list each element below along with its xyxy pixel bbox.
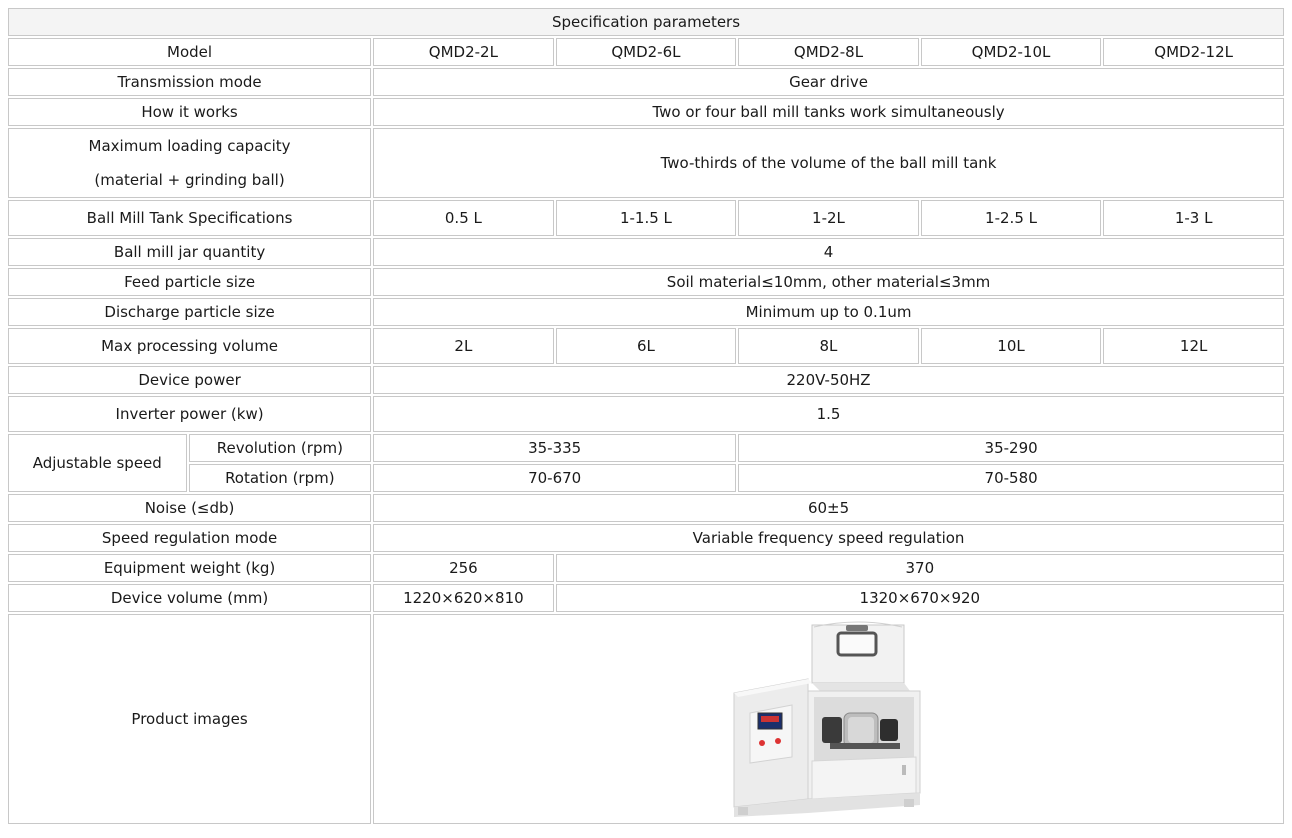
row-label-noise: Noise (≤db) [8,494,371,522]
weight-row [8,554,1284,582]
noise-row [8,494,1284,522]
row-label-jar-qty: Ball mill jar quantity [8,238,371,266]
feed-size-value: Soil material≤10mm, other material≤3mm [373,268,1284,296]
product-image-cell [373,614,1284,824]
row-label-adjustable-speed: Adjustable speed [8,434,187,492]
row-label-discharge-size: Discharge particle size [8,298,371,326]
max-volume-cell: 12L [1103,328,1284,364]
weight-value: 370 [556,554,1284,582]
model-cell: QMD2-8L [738,38,919,66]
model-cell: QMD2-2L [373,38,554,66]
weight-value: 256 [373,554,554,582]
row-label-weight: Equipment weight (kg) [8,554,371,582]
table-title: Specification parameters [8,8,1284,36]
max-volume-cell: 10L [921,328,1102,364]
how-it-works-value: Two or four ball mill tanks work simultaneously [373,98,1284,126]
row-label-revolution: Revolution (rpm) [189,434,372,462]
speed-mode-value: Variable frequency speed regulation [373,524,1284,552]
max-volume-cell: 6L [556,328,737,364]
transmission-value: Gear drive [373,68,1284,96]
device-power-row [8,366,1284,394]
rotation-value: 70-580 [738,464,1284,492]
row-label-inverter-power: Inverter power (kw) [8,396,371,432]
max-volume-cell: 8L [738,328,919,364]
feed-size-row [8,268,1284,296]
row-label-tank-spec: Ball Mill Tank Specifications [8,200,371,236]
product-images-row [8,614,1284,824]
row-label-max-loading [8,128,371,198]
row-label-device-volume: Device volume (mm) [8,584,371,612]
transmission-row [8,68,1284,96]
jar-qty-value: 4 [373,238,1284,266]
model-row [8,38,1284,66]
tank-spec-cell: 1-3 L [1103,200,1284,236]
discharge-size-value: Minimum up to 0.1um [373,298,1284,326]
row-label-rotation: Rotation (rpm) [189,464,372,492]
inverter-power-row [8,396,1284,432]
row-label-feed-size: Feed particle size [8,268,371,296]
row-label-how-it-works: How it works [8,98,371,126]
tank-spec-cell: 1-2L [738,200,919,236]
title-row [8,8,1284,36]
row-label-product-images: Product images [8,614,371,824]
revolution-value: 35-290 [738,434,1284,462]
discharge-size-row [8,298,1284,326]
speed-mode-row [8,524,1284,552]
max-loading-label-line1: Maximum loading capacity [88,137,291,155]
tank-spec-cell: 1-1.5 L [556,200,737,236]
tank-spec-row [8,200,1284,236]
rotation-value: 70-670 [373,464,736,492]
max-loading-value: Two-thirds of the volume of the ball mill tank [373,128,1284,198]
max-loading-label-line2: (material + grinding ball) [94,171,285,189]
device-volume-value: 1320×670×920 [556,584,1284,612]
noise-value: 60±5 [373,494,1284,522]
max-volume-cell: 2L [373,328,554,364]
row-label-device-power: Device power [8,366,371,394]
device-volume-value: 1220×620×810 [373,584,554,612]
tank-spec-cell: 0.5 L [373,200,554,236]
spec-table [6,6,1286,826]
max-volume-row [8,328,1284,364]
how-it-works-row [8,98,1284,126]
revolution-value: 35-335 [373,434,736,462]
model-cell: QMD2-10L [921,38,1102,66]
jar-qty-row [8,238,1284,266]
row-label-speed-mode: Speed regulation mode [8,524,371,552]
row-label-model: Model [8,38,371,66]
revolution-row [8,434,1284,462]
ball-mill-machine-image [724,621,934,817]
row-label-max-volume: Max processing volume [8,328,371,364]
tank-spec-cell: 1-2.5 L [921,200,1102,236]
row-label-transmission: Transmission mode [8,68,371,96]
model-cell: QMD2-12L [1103,38,1284,66]
max-loading-row [8,128,1284,198]
device-volume-row [8,584,1284,612]
rotation-row [8,464,1284,492]
inverter-power-value: 1.5 [373,396,1284,432]
device-power-value: 220V-50HZ [373,366,1284,394]
model-cell: QMD2-6L [556,38,737,66]
